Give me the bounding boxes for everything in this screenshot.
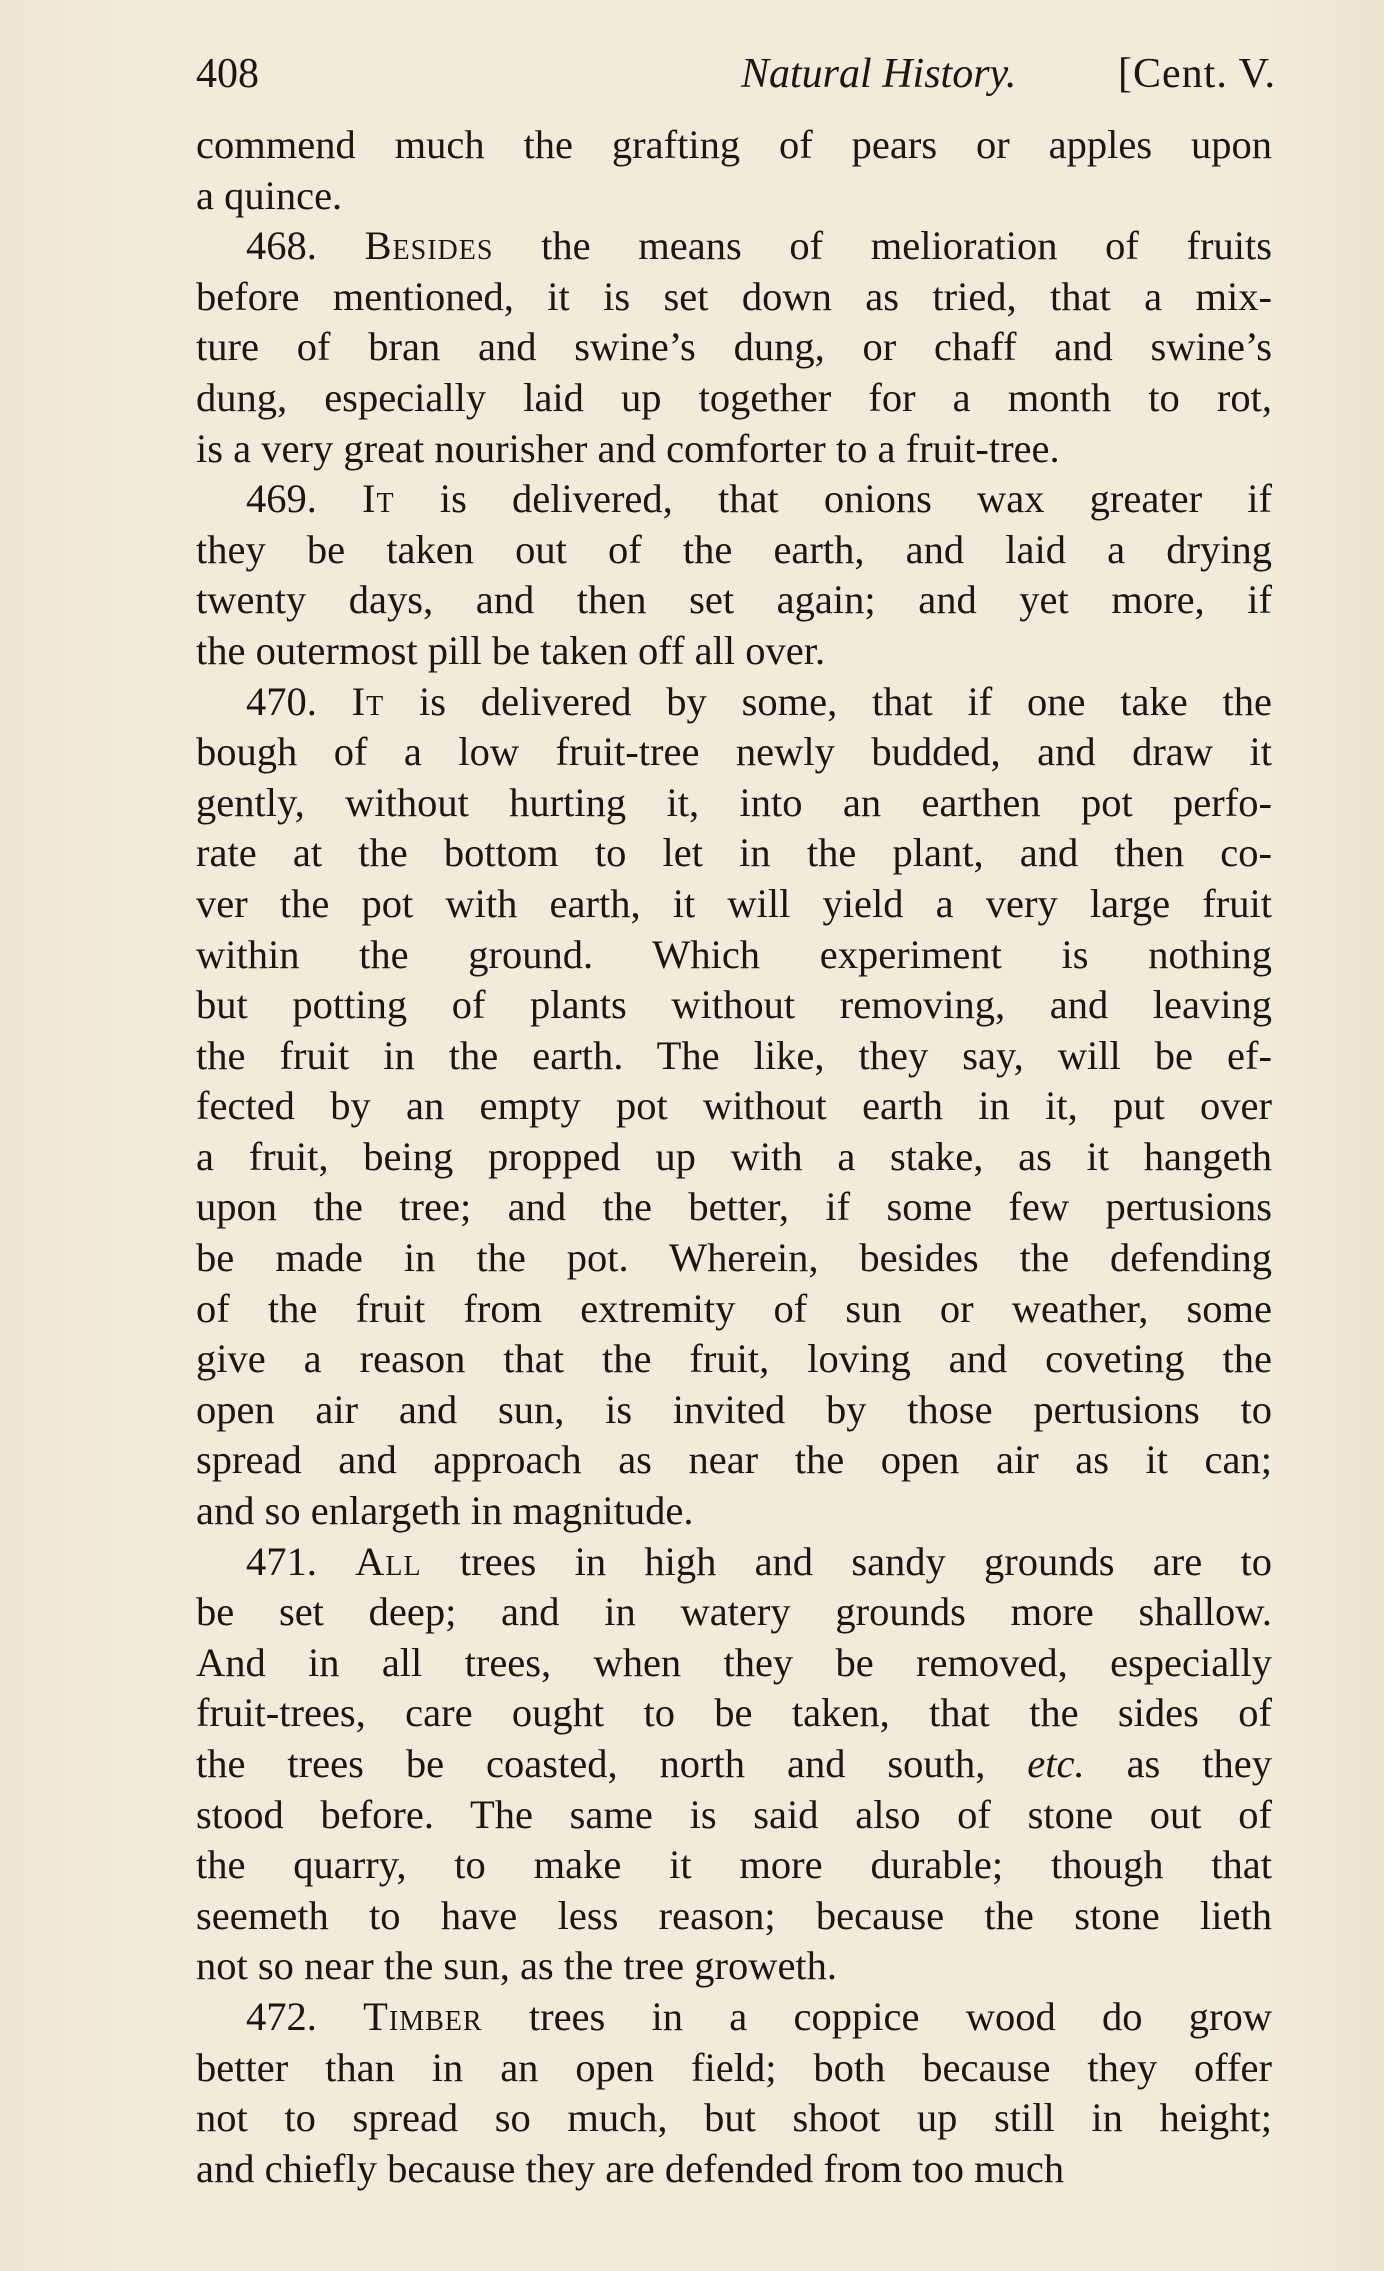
text-line (196, 322, 1272, 373)
line-text: upon the tree; and the better, if some few pertusions (196, 1184, 1272, 1230)
running-header (196, 44, 1276, 104)
text-line (196, 1587, 1272, 1638)
text-line (196, 1334, 1272, 1385)
line-text: stood before. The same is said also of stone out of (196, 1791, 1272, 1837)
body-text (196, 120, 1272, 2194)
line-text: within the ground. Which experiment is nothing (196, 931, 1272, 977)
line-text: trees in high and sandy grounds are to (421, 1538, 1273, 1584)
text-line (196, 575, 1272, 626)
paragraph-number: 471. (246, 1538, 317, 1584)
text-line (196, 1031, 1272, 1082)
lead-word: It (351, 678, 385, 724)
line-text: fruit-trees, care ought to be taken, that the sides of (196, 1690, 1272, 1736)
line-text: ture of bran and swine’s dung, or chaff and swine’s (196, 324, 1272, 370)
text-line (196, 879, 1272, 930)
line-text: give a reason that the fruit, loving and coveting the (196, 1336, 1272, 1382)
paragraph-number: 469. (246, 476, 317, 522)
lead-word: It (362, 476, 395, 522)
paragraph-first-line (196, 474, 1272, 525)
text-line (196, 1688, 1272, 1739)
line-text: fected by an empty pot without earth in it, put over (196, 1083, 1272, 1129)
line-text: gently, without hurting it, into an earthen pot perfo- (196, 779, 1272, 825)
text-line (196, 1182, 1272, 1233)
text-line (196, 1840, 1272, 1891)
text-line (196, 525, 1272, 576)
text-line (196, 2043, 1272, 2094)
lead-word: Timber (363, 1993, 483, 2039)
line-text: and so enlargeth in magnitude. (196, 1488, 694, 1534)
text-line (196, 1790, 1272, 1841)
line-text: commend much the grafting of pears or apples upon (196, 122, 1272, 167)
line-text: the quarry, to make it more durable; though that (196, 1842, 1272, 1888)
text-line (196, 980, 1272, 1031)
line-text: And in all trees, when they be removed, especially (196, 1639, 1272, 1685)
line-text-tail: as they (1084, 1741, 1273, 1786)
line-text: not to spread so much, but shoot up still in height; (196, 2095, 1272, 2141)
line-text: be set deep; and in watery grounds more shallow. (196, 1589, 1272, 1635)
line-text: bough of a low fruit-tree newly budded, and draw it (196, 729, 1272, 775)
text-line (196, 1739, 1272, 1790)
line-text: a quince. (196, 172, 343, 218)
paragraph-first-line (196, 1537, 1272, 1588)
paragraph-first-line (196, 221, 1272, 272)
page-number: 408 (196, 51, 259, 97)
line-text: and chiefly because they are defended from too much (196, 2145, 1065, 2191)
line-text: rate at the bottom to let in the plant, and then co- (196, 830, 1272, 876)
paragraph-number: 470. (246, 678, 317, 724)
text-line (196, 1284, 1272, 1335)
line-text: not so near the sun, as the tree groweth. (196, 1943, 838, 1989)
line-text: spread and approach as near the open air as it can; (196, 1437, 1272, 1483)
paragraph-first-line (196, 677, 1272, 728)
paragraph-first-line (196, 1992, 1272, 2043)
line-text: before mentioned, it is set down as tried, that a mix- (196, 273, 1272, 319)
text-line (196, 1233, 1272, 1284)
line-text: is delivered by some, that if one take the (384, 678, 1272, 724)
text-line (196, 828, 1272, 879)
lead-word: Besides (364, 223, 494, 269)
text-line (196, 1638, 1272, 1689)
text-line (196, 727, 1272, 778)
line-text: be made in the pot. Wherein, besides the defending (196, 1235, 1272, 1281)
text-line (196, 1891, 1272, 1942)
line-text: seemeth to have less reason; because the stone lieth (196, 1892, 1272, 1938)
text-line (196, 626, 1272, 677)
section-marker: [Cent. V. (1118, 51, 1276, 97)
text-line (196, 373, 1272, 424)
text-line (196, 1132, 1272, 1183)
line-text: of the fruit from extremity of sun or weather, some (196, 1285, 1272, 1331)
running-title: Natural History. (741, 51, 1017, 97)
text-line (196, 424, 1272, 475)
line-text: a fruit, being propped up with a stake, as it hangeth (196, 1133, 1272, 1179)
text-line (196, 1435, 1272, 1486)
text-line (196, 1081, 1272, 1132)
line-text: trees in a coppice wood do grow (482, 1993, 1272, 2039)
line-text: is a very great nourisher and comforter to a fruit-tree. (196, 425, 1060, 471)
paragraph-number: 468. (246, 223, 317, 269)
line-text: is delivered, that onions wax greater if (394, 476, 1272, 522)
line-text: ver the pot with earth, it will yield a very large fruit (196, 880, 1272, 926)
text-line (196, 778, 1272, 829)
lead-word: All (355, 1538, 422, 1584)
text-line (196, 1486, 1272, 1537)
text-line (196, 120, 1272, 171)
line-text: the fruit in the earth. The like, they say, will be ef- (196, 1032, 1272, 1078)
italic-text: etc. (1027, 1741, 1085, 1786)
line-text: better than in an open field; both because they offer (196, 2044, 1272, 2090)
line-text: the trees be coasted, north and south, (196, 1741, 1028, 1786)
line-text: they be taken out of the earth, and laid a drying (196, 526, 1272, 572)
line-text: twenty days, and then set again; and yet more, if (196, 577, 1272, 623)
text-line (196, 1385, 1272, 1436)
text-line (196, 930, 1272, 981)
line-text: the means of melioration of fruits (493, 223, 1272, 269)
line-text: the outermost pill be taken off all over. (196, 627, 826, 673)
line-text: but potting of plants without removing, and leaving (196, 982, 1272, 1028)
text-line (196, 171, 1272, 222)
line-text: dung, especially laid up together for a month to rot, (196, 374, 1272, 420)
text-line (196, 2093, 1272, 2144)
text-line (196, 272, 1272, 323)
paragraph-number: 472. (246, 1993, 317, 2039)
line-text: open air and sun, is invited by those pertusions to (196, 1386, 1272, 1432)
text-line (196, 2144, 1272, 2195)
text-line (196, 1941, 1272, 1992)
